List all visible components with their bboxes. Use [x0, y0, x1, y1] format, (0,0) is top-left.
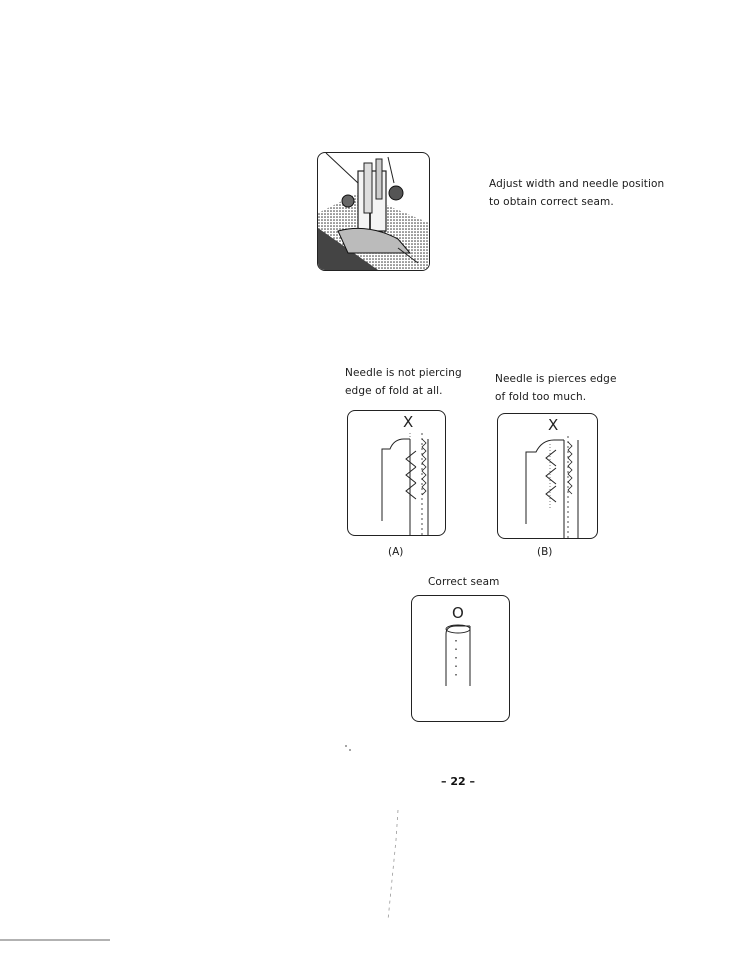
figure-b-diagram: [497, 413, 598, 539]
figure-a-seam-drawing: [348, 411, 445, 535]
caption-b-line-1: Needle is pierces edge: [495, 373, 617, 385]
caption-a-line-1: Needle is not piercing: [345, 367, 462, 379]
presser-foot-drawing: [318, 153, 429, 270]
caption-b-line-2: of fold too much.: [495, 391, 587, 403]
instruction-line-1: Adjust width and needle position: [489, 178, 665, 190]
incorrect-mark: X: [548, 416, 559, 434]
correct-mark: O: [452, 604, 464, 622]
correct-seam-diagram: [411, 595, 510, 722]
presser-foot-illustration: [317, 152, 430, 271]
correct-seam-caption: Correct seam: [428, 576, 500, 588]
instruction-line-2: to obtain correct seam.: [489, 196, 614, 208]
instruction-text: [489, 175, 664, 211]
figure-b-label: (B): [537, 546, 553, 558]
caption-b: [495, 370, 617, 406]
page-number: – 22 –: [441, 775, 475, 788]
incorrect-mark: X: [403, 413, 414, 431]
figure-a-label: (A): [388, 546, 404, 558]
figure-a-diagram: [347, 410, 446, 536]
caption-a-line-2: edge of fold at all.: [345, 385, 443, 397]
caption-a: [345, 364, 462, 400]
